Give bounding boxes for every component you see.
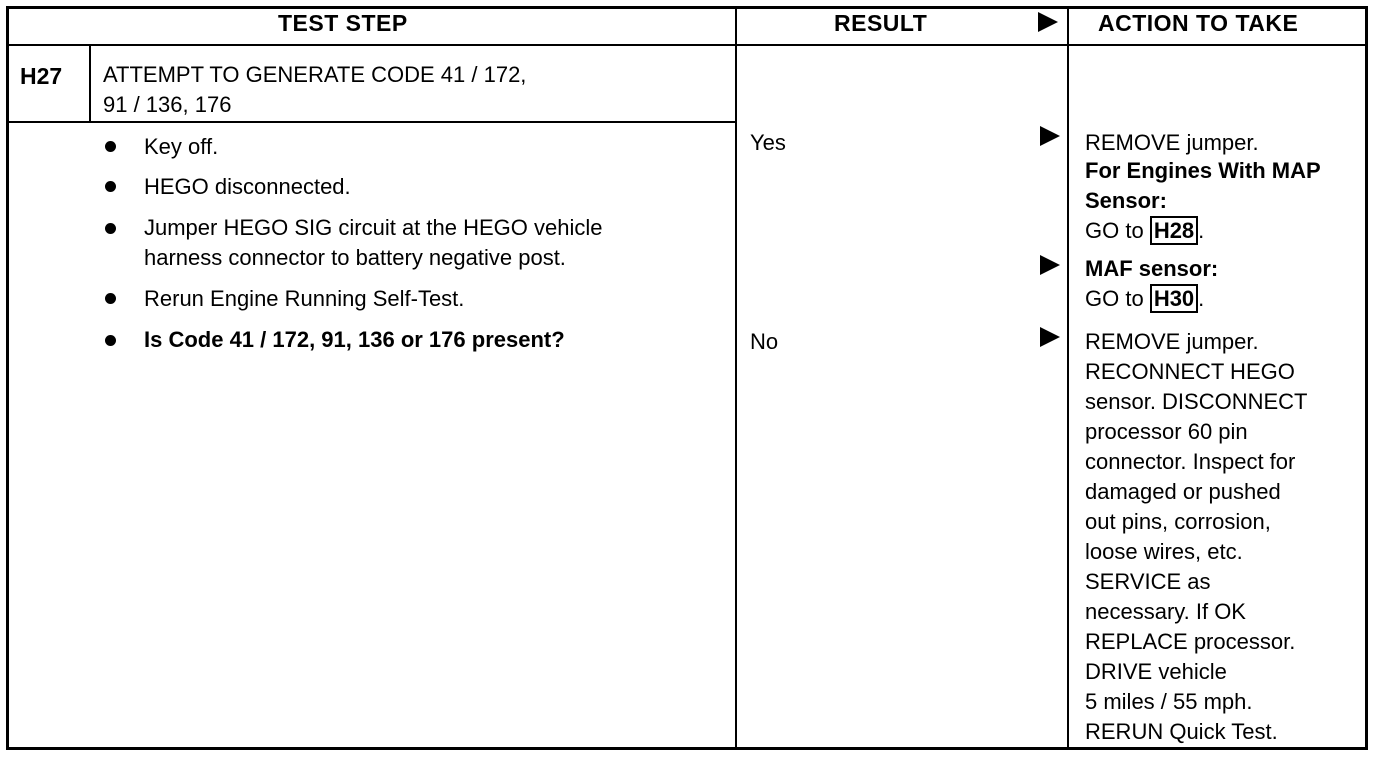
action-map-heading-1: For Engines With MAP xyxy=(1085,158,1321,183)
header-result: RESULT xyxy=(834,10,928,36)
step-title-line2: 91 / 136, 176 xyxy=(103,92,232,117)
step-title-line1: ATTEMPT TO GENERATE CODE 41 / 172, xyxy=(103,62,527,87)
action-go-to-h28 xyxy=(1085,216,1204,245)
header-divider xyxy=(6,44,1368,46)
go-to-label: GO to xyxy=(1085,286,1144,311)
action-no-line: sensor. DISCONNECT xyxy=(1085,389,1308,414)
column-divider-action xyxy=(1067,6,1069,750)
action-no-line: RECONNECT HEGO xyxy=(1085,359,1295,384)
action-no-line: connector. Inspect for xyxy=(1085,449,1296,474)
result-no: No xyxy=(750,329,779,354)
header-test-step: TEST STEP xyxy=(278,10,408,36)
result-no-arrow-icon xyxy=(1040,327,1060,347)
action-no-line: DRIVE vehicle xyxy=(1085,659,1227,684)
bullet-jumper-line1: Jumper HEGO SIG circuit at the HEGO vehicle xyxy=(144,215,603,240)
action-no-line: REMOVE jumper. xyxy=(1085,329,1259,354)
bullet-icon xyxy=(105,335,116,346)
bullet-question: Is Code 41 / 172, 91, 136 or 176 present? xyxy=(144,327,565,352)
result-yes-arrow-icon xyxy=(1040,126,1060,146)
bullet-jumper-line2: harness connector to battery negative post. xyxy=(144,245,566,270)
action-go-to-h30 xyxy=(1085,284,1204,313)
bullet-icon xyxy=(105,293,116,304)
period: . xyxy=(1198,286,1205,311)
bullet-hego-disconnected: HEGO disconnected. xyxy=(144,174,351,199)
action-no-line: REPLACE processor. xyxy=(1085,629,1296,654)
action-no-line: RERUN Quick Test. xyxy=(1085,719,1278,744)
step-ref-h30[interactable]: H30 xyxy=(1150,284,1198,313)
action-no-block xyxy=(1085,327,1308,746)
column-divider-result xyxy=(735,6,737,750)
step-ref-h28[interactable]: H28 xyxy=(1150,216,1198,245)
action-no-line: 5 miles / 55 mph. xyxy=(1085,689,1253,714)
action-maf-heading: MAF sensor: xyxy=(1085,256,1219,281)
bullet-key-off: Key off. xyxy=(144,134,219,159)
header-action: ACTION TO TAKE xyxy=(1098,10,1299,36)
action-map-heading-2: Sensor: xyxy=(1085,188,1167,213)
action-no-line: SERVICE as xyxy=(1085,569,1211,594)
action-no-line: damaged or pushed xyxy=(1085,479,1281,504)
action-no-line: out pins, corrosion, xyxy=(1085,509,1271,534)
bullet-icon xyxy=(105,181,116,192)
action-no-line: processor 60 pin xyxy=(1085,419,1248,444)
action-no-line: necessary. If OK xyxy=(1085,599,1246,624)
bullet-icon xyxy=(105,223,116,234)
result-yes: Yes xyxy=(750,130,786,155)
period: . xyxy=(1198,218,1205,243)
go-to-label: GO to xyxy=(1085,218,1144,243)
header-arrow-icon xyxy=(1038,12,1058,32)
bullet-icon xyxy=(105,141,116,152)
step-title-divider xyxy=(6,121,737,123)
step-id: H27 xyxy=(20,63,63,89)
action-no-line: loose wires, etc. xyxy=(1085,539,1243,564)
action-yes-remove: REMOVE jumper. xyxy=(1085,130,1259,155)
bullet-rerun: Rerun Engine Running Self-Test. xyxy=(144,286,465,311)
step-id-divider xyxy=(89,44,91,123)
result-maf-arrow-icon xyxy=(1040,255,1060,275)
